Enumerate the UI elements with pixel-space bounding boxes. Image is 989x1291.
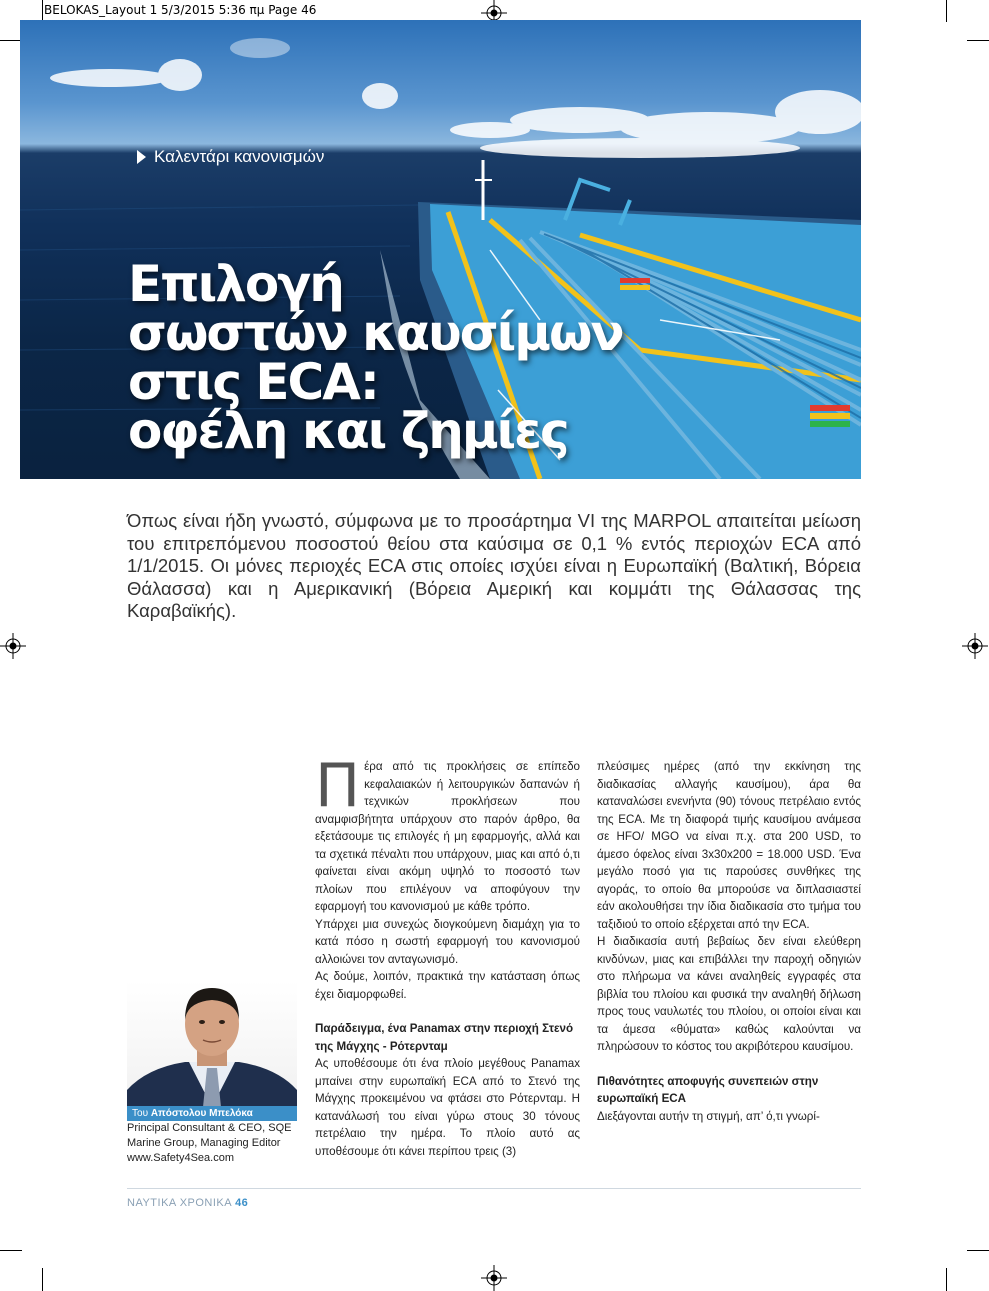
crop-mark bbox=[946, 0, 947, 22]
section-tag bbox=[137, 147, 324, 167]
slug-line: BELOKAS_Layout 1 5/3/2015 5:36 πμ Page 46 bbox=[44, 3, 317, 17]
hero-image bbox=[20, 20, 861, 479]
byline-prefix: Του bbox=[132, 1108, 151, 1119]
subheading: Παράδειγμα, ένα Panamax στην περιοχή Στενό της Μάγχης - Ρότερνταμ bbox=[315, 1022, 574, 1053]
author-photo bbox=[127, 980, 297, 1107]
paragraph: Η διαδικασία αυτή βεβαίως δεν είναι ελεύθερη κινδύνων, μιας και επιβάλλει την παροχή οδηγιών στο πλήρωμα να κάνει αναληθείς εγγραφές στα βιβλία του πλοίου και φυσικά την αναληθή δήλωση προς τους ναυλωτές του πλοίου, οι οποίοι είναι και τα άμεσα «θύματα» καθώς καλούνται να πληρώσουν το κόστος του ακριβότερου καυσίμου. bbox=[597, 935, 861, 1053]
paragraph: Ας δούμε, λοιπόν, πρακτικά την κατάσταση όπως έχει διαμορφωθεί. bbox=[315, 970, 580, 1001]
article-column-2 bbox=[597, 758, 861, 1125]
paragraph: Υπάρχει μια συνεχώς διογκούμενη διαμάχη για το κατά πόσο η σωστή εφαρμογή του κανονισμού αλλοιώνει τον ανταγωνισμό. bbox=[315, 917, 580, 966]
paragraph: πλεύσιμες ημέρες (από την εκκίνηση της διαδικασίας αλλαγής καυσίμου), άρα θα καταναλώσει ενενήντα (90) τόνους πετρέλαιο εντός της ECA. Με τη διαφορά τιμής καυσίμου ανάμεσα σε HFO/ MGO να είναι π.χ. στα 200 USD, το άμεσο όφελος είναι 3x30x200 = 18.000 USD. Ένα μεγάλο ποσό για τις παρούσες συνθήκες της αγοράς, το οποίο θα μπορούσε να διπλασιαστεί εάν ακολουθήσει την ίδια διαδικασία στο τμήμα του ταξιδιού το οποίο εξέρχεται από την ECA. bbox=[597, 760, 861, 931]
registration-mark-icon bbox=[962, 633, 988, 659]
article-headline bbox=[128, 255, 648, 460]
crop-mark bbox=[946, 1268, 947, 1291]
crop-mark bbox=[42, 0, 43, 22]
magazine-name: ΝΑΥΤΙΚΑ ΧΡΟΝΙΚΑ bbox=[127, 1197, 232, 1209]
crop-mark bbox=[0, 40, 22, 41]
page-footer bbox=[127, 1197, 248, 1209]
lead-paragraph: Όπως είναι ήδη γνωστό, σύμφωνα με το προσάρτημα VI της MARPOL απαιτείται μείωση του επιτρεπόμενου ποσοστού θείου στα καύσιμα σε 0,1 % εντός περιοχών ECA από 1/1/2015. Οι μόνες περιοχές ECA στις οποίες ισχύει είναι η Ευρωπαϊκή (Βαλτική, Βόρεια Θάλασσα) και η Αμερικανική (Βόρεια Αμερική και κομμάτι της Θάλασσας της Καραβαϊκής). bbox=[127, 510, 861, 621]
crop-mark bbox=[0, 1250, 22, 1251]
play-arrow-icon bbox=[137, 150, 146, 164]
paragraph-text: έρα από τις προκλήσεις σε επίπεδο κεφαλαιακών ή λειτουργικών δαπανών ή τεχνικών προκλήσεων που αναμφισβήτητα υπάρχουν στο παρόν άρθρο, θα εξετάσουμε τις επιλογές ή μη εφαρμογής, αλλά και τα σχετικά πέναλτι που υπάρχουν, μιας και από ό,τι φαίνεται είναι ακόμη υψηλό το ποσοστό των πλοίων που επιλέγουν να αποφύγουν την εφαρμογή του κανονισμού με κάθε τρόπο. bbox=[315, 760, 580, 913]
paragraph bbox=[315, 751, 580, 916]
drop-cap: Π bbox=[315, 751, 361, 821]
footer-rule bbox=[127, 1188, 861, 1189]
author-name: Απόστολου Μπελόκα bbox=[150, 1108, 253, 1119]
article-column-1 bbox=[315, 751, 580, 1160]
author-website: www.Safety4Sea.com bbox=[127, 1152, 234, 1164]
paragraph: Ας υποθέσουμε ότι ένα πλοίο μεγέθους Panamax μπαίνει στην ευρωπαϊκή ECA από το Στενό της Μάγχης προκειμένου να φτάσει στο Ρότερνταμ. Η κατανάλωσή του είναι γύρω στους 30 τόνους πετρέλαιο την ημέρα. Το πλοίο αυτό ας υποθέσουμε ότι κάνει περίπου τρεις (3) bbox=[315, 1057, 580, 1158]
crop-mark bbox=[967, 1250, 989, 1251]
author-byline bbox=[127, 1106, 297, 1121]
page-number: 46 bbox=[235, 1197, 249, 1209]
author-role: Principal Consultant & CEO, SQE bbox=[127, 1122, 292, 1134]
headline-line: σωστών καυσίμων bbox=[128, 304, 623, 362]
section-tag-label: Καλεντάρι κανονισμών bbox=[154, 147, 325, 166]
crop-mark bbox=[967, 40, 989, 41]
headline-line: Επιλογή bbox=[128, 255, 343, 313]
registration-mark-icon bbox=[481, 1265, 507, 1291]
author-role: Marine Group, Managing Editor bbox=[127, 1137, 281, 1149]
headline-line: οφέλη και ζημίες bbox=[128, 402, 568, 460]
headline-line: στις ECA: bbox=[128, 353, 378, 411]
crop-mark bbox=[42, 1268, 43, 1291]
paragraph: Διεξάγονται αυτήν τη στιγμή, απ’ ό,τι γνωρί- bbox=[597, 1109, 820, 1123]
subheading: Πιθανότητες αποφυγής συνεπειών στην ευρωπαϊκή ECA bbox=[597, 1074, 819, 1105]
registration-mark-icon bbox=[0, 633, 26, 659]
author-info bbox=[127, 1121, 307, 1166]
